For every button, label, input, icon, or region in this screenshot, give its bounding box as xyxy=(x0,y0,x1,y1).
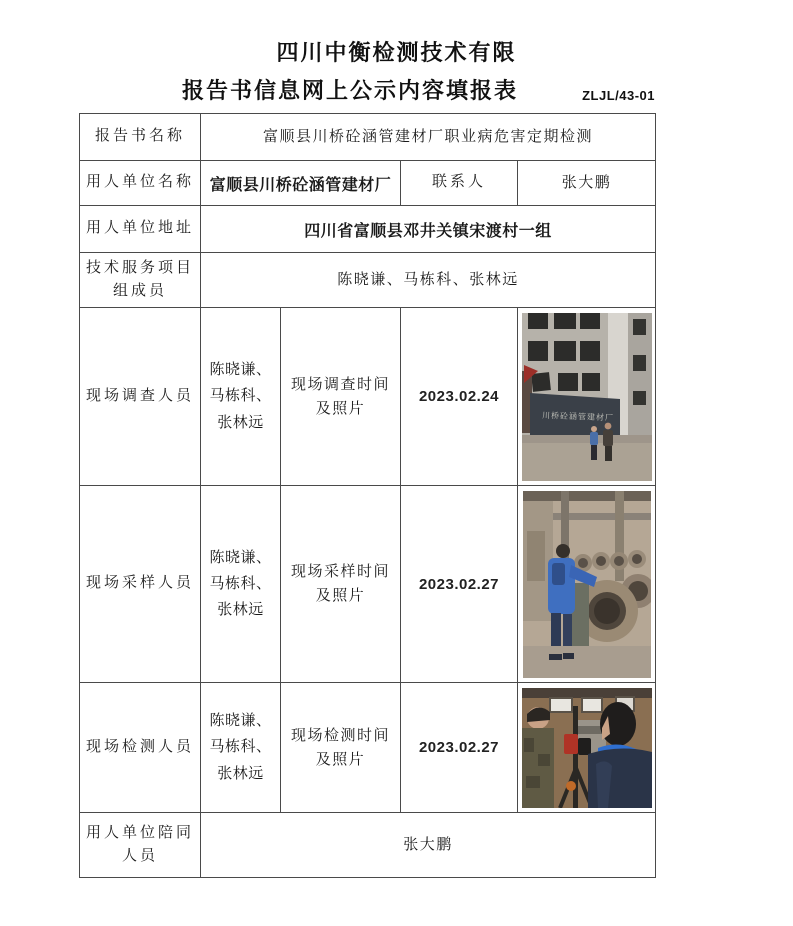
testing-label-cell xyxy=(80,683,201,813)
team-label: 技术服务项目组成员 xyxy=(85,259,194,299)
svg-text:川桥砼涵管建材厂: 川桥砼涵管建材厂 xyxy=(541,410,614,422)
team-label-cell xyxy=(80,253,201,308)
report-name-value-cell xyxy=(201,114,656,161)
report-name-label-cell xyxy=(80,114,201,161)
escort-label: 用人单位陪同人员 xyxy=(85,824,194,864)
team-value-cell xyxy=(201,253,656,308)
survey-members-cell xyxy=(201,308,281,486)
contact-name-cell xyxy=(518,161,656,206)
sampling-members-cell xyxy=(201,486,281,683)
employer-name-label-cell xyxy=(80,161,201,206)
report-info-table xyxy=(79,113,656,878)
survey-date-cell xyxy=(401,308,518,486)
escort-value-cell xyxy=(201,813,656,878)
company-title: 四川中衡检测技术有限 xyxy=(276,40,517,65)
sampling-members: 陈晓谦、马栋科、张林远 xyxy=(209,549,272,619)
sampling-date: 2023.02.27 xyxy=(418,575,500,593)
onsite-instrument-measurement-photo xyxy=(522,688,652,808)
survey-label-cell xyxy=(80,308,201,486)
employer-name-value: 富顺县川桥砼涵管建材厂 xyxy=(209,176,392,194)
survey-time-label: 现场调查时间及照片 xyxy=(290,376,390,417)
survey-photo-cell xyxy=(518,308,656,486)
address-label-cell xyxy=(80,206,201,253)
testing-photo-cell xyxy=(518,683,656,813)
survey-members: 陈晓谦、马栋科、张林远 xyxy=(209,362,272,431)
testing-members-cell xyxy=(201,683,281,813)
address-value-cell xyxy=(201,206,656,253)
sampling-photo-cell xyxy=(518,486,656,683)
document-header xyxy=(0,0,793,113)
testing-members: 陈晓谦、马栋科、张林远 xyxy=(209,713,272,782)
address-label: 用人单位地址 xyxy=(85,220,194,237)
survey-time-label-cell xyxy=(281,308,401,486)
escort-label-cell xyxy=(80,813,201,878)
team-members-value: 陈晓谦、马栋科、张林远 xyxy=(337,271,519,288)
testing-date: 2023.02.27 xyxy=(418,739,500,756)
testing-time-label: 现场检测时间及照片 xyxy=(290,727,390,768)
sampling-label-cell xyxy=(80,486,201,683)
testing-label: 现场检测人员 xyxy=(85,738,194,755)
sampling-time-label: 现场采样时间及照片 xyxy=(290,564,390,604)
contact-name: 张大鹏 xyxy=(561,174,612,191)
report-name-value: 富顺县川桥砼涵管建材厂职业病危害定期检测 xyxy=(262,128,593,145)
contact-label-cell xyxy=(401,161,518,206)
factory-entrance-sign-photo xyxy=(522,313,652,481)
contact-label: 联系人 xyxy=(431,174,486,191)
address-value: 四川省富顺县邓井关镇宋渡村一组 xyxy=(304,222,552,240)
employer-name-label: 用人单位名称 xyxy=(85,174,194,191)
testing-time-label-cell xyxy=(281,683,401,813)
sampling-time-label-cell xyxy=(281,486,401,683)
sampling-label: 现场采样人员 xyxy=(85,575,194,592)
form-title: 报告书信息网上公示内容填报表 xyxy=(181,78,518,103)
testing-date-cell xyxy=(401,683,518,813)
escort-name: 张大鹏 xyxy=(403,836,453,853)
survey-date: 2023.02.24 xyxy=(418,388,500,405)
workshop-concrete-pipes-photo xyxy=(523,491,651,678)
employer-name-value-cell xyxy=(201,161,401,206)
document-code: ZLJL/43-01 xyxy=(582,88,655,103)
report-name-label: 报告书名称 xyxy=(94,128,185,145)
survey-label: 现场调查人员 xyxy=(85,387,194,404)
sampling-date-cell xyxy=(401,486,518,683)
